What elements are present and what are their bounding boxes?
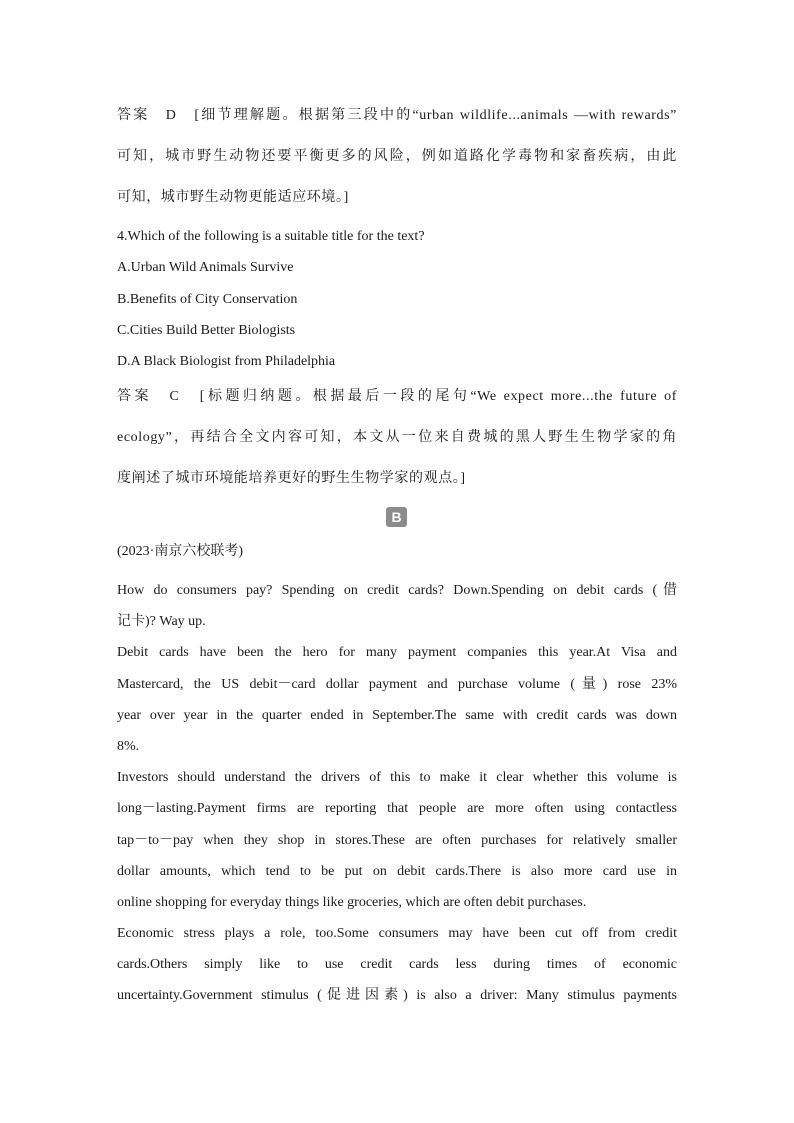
passage-line: 记卡)? Way up. <box>117 614 206 629</box>
passage-line: long－lasting.Payment firms are reporting that people are more often using contactless <box>117 801 677 816</box>
answer3-line2: 可知，城市野生动物还要平衡更多的风险，例如道路化学毒物和家畜疾病，由此 <box>117 149 677 164</box>
passage-line: 8%. <box>117 739 140 754</box>
answer3-line1: 答案 D [细节理解题。根据第三段中的“urban wildlife...animals —with rewards” <box>117 108 677 123</box>
passage-line: How do consumers pay? Spending on credit cards? Down.Spending on debit cards (借 <box>117 583 677 598</box>
passage-line: cards.Others simply like to use credit cards less during times of economic <box>117 957 677 972</box>
option-d: D.A Black Biologist from Philadelphia <box>117 354 336 369</box>
passage-line: year over year in the quarter ended in September.The same with credit cards was down <box>117 708 677 723</box>
section-b-badge: B <box>386 507 407 527</box>
passage-line: Economic stress plays a role, too.Some consumers may have been cut off from credit <box>117 926 677 941</box>
passage-line: Debit cards have been the hero for many payment companies this year.At Visa and <box>117 645 677 660</box>
answer4-line3: 度阐述了城市环境能培养更好的野生生物学家的观点。] <box>117 471 466 486</box>
passage-line: tap－to－pay when they shop in stores.These are often purchases for relatively smaller <box>117 833 677 848</box>
passage-line: Investors should understand the drivers of this to make it clear whether this volume is <box>117 770 677 785</box>
option-a: A.Urban Wild Animals Survive <box>117 260 294 275</box>
option-b: B.Benefits of City Conservation <box>117 292 298 307</box>
question4-stem: 4.Which of the following is a suitable title for the text? <box>117 229 425 244</box>
answer3-line3: 可知，城市野生动物更能适应环境。] <box>117 190 349 205</box>
source-note: (2023·南京六校联考) <box>117 544 243 559</box>
passage-line: online shopping for everyday things like groceries, which are often debit purchases. <box>117 895 587 910</box>
passage-line: Mastercard, the US debit－card dollar payment and purchase volume (量) rose 23% <box>117 677 677 692</box>
passage-line: uncertainty.Government stimulus (促进因素) is also a driver: Many stimulus payments <box>117 988 677 1003</box>
answer4-line1: 答案 C [标题归纳题。根据最后一段的尾句“We expect more...the future of <box>117 389 677 404</box>
option-c: C.Cities Build Better Biologists <box>117 323 296 338</box>
answer4-line2: ecology”，再结合全文内容可知，本文从一位来自费城的黑人野生生物学家的角 <box>117 430 677 445</box>
passage-line: dollar amounts, which tend to be put on debit cards.There is also more card use in <box>117 864 677 879</box>
